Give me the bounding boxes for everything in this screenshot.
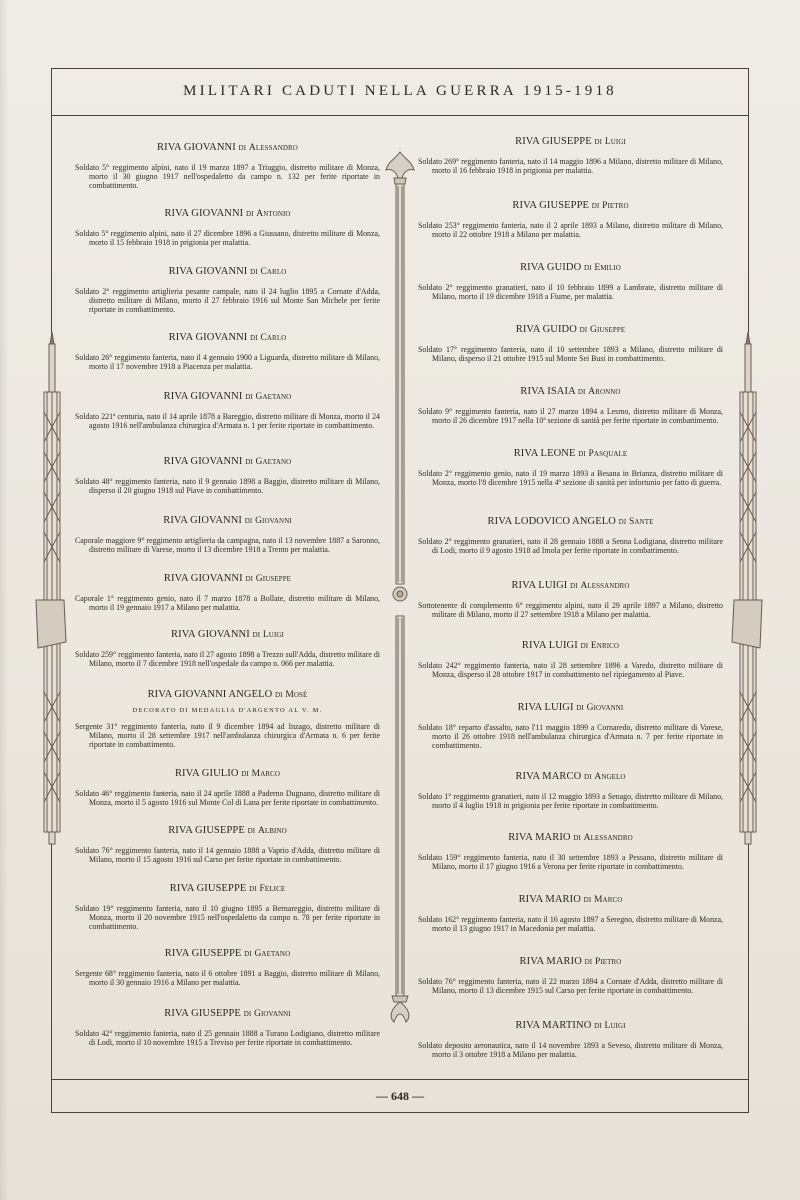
entry-text: Soldato 2° reggimento granatieri, nato il 28 gennaio 1888 a Senna Lodigiana, distretto militare di Lodi, morto il 9 agosto 1918 ad Imola per ferite riportate in combattimento. — [418, 537, 723, 556]
entry-decoration: DECORATO DI MEDAGLIA D'ARGENTO AL V. M. — [132, 707, 323, 714]
entry-left-4 — [75, 332, 380, 371]
entry-name: RIVA GIULIO di Marco — [174, 768, 281, 779]
entry-name: RIVA GIUSEPPE di Felice — [169, 883, 286, 894]
entry-right-5 — [418, 386, 723, 425]
entry-text: Soldato 2° reggimento genio, nato il 19 marzo 1893 a Besana in Brianza, distretto militare di Monza, morto l'8 dicembre 1915 nella 4ª sezione di sanità per infortunio per fatto di guerra. — [418, 469, 723, 488]
title-bar — [51, 68, 749, 116]
entry-name: RIVA LUIGI di Enrico — [521, 640, 620, 651]
entry-name: RIVA GIOVANNI di Gaetano — [163, 456, 292, 467]
entry-text: Soldato 5° reggimento alpini, nato il 19 marzo 1897 a Triuggio, distretto militare di Monza, morto il 30 giugno 1917 nell'ospedaletto da campo n. 132 per ferite riportate in combattimento. — [75, 163, 380, 191]
entry-left-1 — [75, 142, 380, 191]
entry-right-7 — [418, 516, 723, 555]
entry-text: Soldato 76° reggimento fanteria, nato il 22 marzo 1894 a Cornate d'Adda, distretto militare di Milano, morto il 13 dicembre 1915 sul Carso per ferite riportate in combattimento. — [418, 977, 723, 996]
entry-name: RIVA LUIGI di Alessandro — [511, 580, 630, 591]
entry-text: Soldato 19° reggimento fanteria, nato il 10 giugno 1895 a Bernareggio, distretto militare di Monza, morto il 20 novembre 1915 nell'ospedaletto da campo n. 78 per ferite riportate in combattimento. — [75, 904, 380, 932]
entry-right-1 — [418, 136, 723, 175]
entry-name: RIVA GIOVANNI di Antonio — [164, 208, 291, 219]
entry-name: RIVA GIOVANNI di Giuseppe — [163, 573, 292, 584]
entry-left-2 — [75, 208, 380, 247]
entry-text: Soldato 1° reggimento granatieri, nato il 12 maggio 1893 a Senago, distretto militare di Milano, morto il 4 luglio 1918 in prigionia per ferite riportate in combattimento. — [418, 792, 723, 811]
entry-text: Soldato deposito aeronautica, nato il 14 novembre 1893 a Seveso, distretto militare di Monza, morto il 3 ottobre 1918 a Milano per malattia. — [418, 1041, 723, 1060]
entry-left-13 — [75, 883, 380, 932]
entry-text: Sottotenente di complemento 6° reggimento alpini, nato il 29 aprile 1897 a Milano, distretto militare di Milano, morto il 27 settembre 1918 a Milano per malattia. — [418, 601, 723, 620]
entry-name: RIVA GIOVANNI di Carlo — [168, 332, 287, 343]
entry-right-4 — [418, 324, 723, 363]
entry-left-3 — [75, 266, 380, 315]
left-fasces-ornament — [34, 332, 70, 852]
entry-name: RIVA GIUSEPPE di Giovanni — [164, 1008, 291, 1019]
entry-left-11 — [75, 768, 380, 807]
entry-text: Sergente 68° reggimento fanteria, nato il 6 ottobre 1891 a Baggio, distretto militare di Milano, morto il 30 gennaio 1916 a Milano per malattia. — [75, 969, 380, 988]
entry-text: Soldato 42° reggimento fanteria, nato il 25 gennaio 1888 a Turano Lodigiano, distretto militare di Lodi, morto il 10 novembre 1915 a Treviso per ferite riportate in combattimento. — [75, 1029, 380, 1048]
page-edge-shadow — [0, 0, 8, 1200]
entry-left-12 — [75, 825, 380, 864]
entry-right-9 — [418, 640, 723, 679]
entry-text: Soldato 2° reggimento granatieri, nato il 10 febbraio 1899 a Lambrate, distretto militare di Milano, morto il 19 dicembre 1918 a Fiume, per malattia. — [418, 283, 723, 302]
entry-text: Soldato 159° reggimento fanteria, nato il 30 settembre 1893 a Pessano, distretto militare di Milano, morto il 17 giugno 1916 a Verona per ferite riportate in combattimento. — [418, 853, 723, 872]
entry-name: RIVA LODOVICO ANGELO di Sante — [487, 516, 654, 527]
entry-text: Soldato 242° reggimento fanteria, nato il 28 settembre 1896 a Varedo, distretto militare di Monza, disperso il 28 ottobre 1917 in combattimento nel ripiegamento al Piave. — [418, 661, 723, 680]
entry-name: RIVA GIUSEPPE di Luigi — [515, 136, 626, 147]
entry-name: RIVA MARIO di Alessandro — [508, 832, 633, 843]
entry-name: RIVA MARIO di Marco — [518, 894, 623, 905]
right-fasces-ornament — [730, 332, 766, 852]
entry-text: Sergente 31° reggimento fanteria, nato il 9 dicembre 1894 ad Inzago, distretto militare di Milano, morto il 28 settembre 1917 nell'ambulanza chirurgica d'Armata n. 6 per ferite riportate in combattimento. — [75, 722, 380, 750]
entry-text: Soldato 18° reparto d'assalto, nato l'11 maggio 1899 a Cornaredo, distretto militare di Varese, morto il 26 ottobre 1918 nell'ambulanza chirurgica d'Armata n. 7 per ferite riportate in combattimento. — [418, 723, 723, 751]
entry-text: Soldato 9° reggimento fanteria, nato il 27 marzo 1894 a Lesmo, distretto militare di Monza, morto il 26 dicembre 1917 nella 10ª sezione di sanità per ferite riportate in combattimento. — [418, 407, 723, 426]
entry-left-10 — [75, 689, 380, 750]
entry-name: RIVA GIOVANNI di Alessandro — [157, 142, 298, 153]
entry-right-8 — [418, 580, 723, 619]
entry-right-15 — [418, 1020, 723, 1059]
entry-text: Soldato 26° reggimento fanteria, nato il 4 gennaio 1900 a Liguarda, distretto militare di Milano, morto il 17 novembre 1918 a Piacenza per malattia. — [75, 353, 380, 372]
entry-text: Soldato 48° reggimento fanteria, nato il 9 gennaio 1898 a Baggio, distretto militare di Milano, disperso il 20 giugno 1918 sul Piave in combattimento. — [75, 477, 380, 496]
entry-name: RIVA LEONE di Pasquale — [513, 448, 628, 459]
entry-name: RIVA ISAIA di Aronno — [520, 386, 621, 397]
entry-name: RIVA GIUSEPPE di Albino — [168, 825, 287, 836]
entry-left-8 — [75, 573, 380, 612]
entry-left-5 — [75, 391, 380, 430]
entry-text: Caporale maggiore 9° reggimento artiglieria da campagna, nato il 13 novembre 1887 a Saronno, distretto militare di Varese, morto il 13 dicembre 1918 a Trento per malattia. — [75, 536, 380, 555]
page-number: — 648 — — [376, 1089, 424, 1103]
entry-name: RIVA LUIGI di Giovanni — [517, 702, 624, 713]
entry-name: RIVA GIOVANNI di Luigi — [171, 629, 284, 640]
entry-left-9 — [75, 629, 380, 668]
entry-text: Soldato 269° reggimento fanteria, nato il 14 maggio 1896 a Milano, distretto militare di Milano, morto il 16 febbraio 1918 in prigionia per malattia. — [418, 157, 723, 176]
entry-text: Soldato 5° reggimento alpini, nato il 27 dicembre 1896 a Giussano, distretto militare di Monza, morto il 15 febbraio 1918 in prigionia per malattia. — [75, 229, 380, 248]
entry-right-14 — [418, 956, 723, 995]
entry-text: Caporale 1° reggimento genio, nato il 7 marzo 1878 a Bollate, distretto militare di Milano, morto il 19 gennaio 1917 a Milano per malattia. — [75, 594, 380, 613]
entry-name: RIVA GIOVANNI di Gaetano — [163, 391, 292, 402]
entry-text: Soldato 17° reggimento fanteria, nato il 10 settembre 1893 a Milano, distretto militare di Milano, disperso il 21 ottobre 1915 sul Monte Sei Busi in combattimento. — [418, 345, 723, 364]
entry-name: RIVA GUIDO di Emilio — [520, 262, 621, 273]
entry-text: Soldato 46° reggimento fanteria, nato il 24 aprile 1888 a Paderno Dugnano, distretto militare di Monza, morto il 5 agosto 1916 sul Monte Col di Lana per ferite riportate in combattimento. — [75, 789, 380, 808]
entry-name: RIVA GIUSEPPE di Pietro — [512, 200, 629, 211]
entry-text: Soldato 76° reggimento fanteria, nato il 14 gennaio 1888 a Vaprio d'Adda, distretto militare di Milano, morto il 15 agosto 1916 sul Carso per ferite riportate in combattimento. — [75, 846, 380, 865]
entry-text: Soldato 253° reggimento fanteria, nato il 2 aprile 1893 a Milano, distretto militare di Milano, morto il 22 ottobre 1918 a Milano per malattia. — [418, 221, 723, 240]
entry-name: RIVA GIOVANNI di Carlo — [168, 266, 287, 277]
page-title: MILITARI CADUTI NELLA GUERRA 1915-1918 — [183, 83, 617, 99]
entry-name: RIVA GUIDO di Giuseppe — [515, 324, 626, 335]
entry-right-3 — [418, 262, 723, 301]
entry-right-6 — [418, 448, 723, 487]
entry-name: RIVA MARIO di Pietro — [519, 956, 622, 967]
footer-rule — [51, 1079, 749, 1080]
entry-left-15 — [75, 1008, 380, 1047]
entry-right-2 — [418, 200, 723, 239]
entry-text: Soldato 2° reggimento artiglieria pesante campale, nato il 24 luglio 1895 a Cornate d'Adda, distretto militare di Milano, morto il 27 febbraio 1916 sul Monte San Michele per ferite riportate in combattimento. — [75, 287, 380, 315]
entry-left-14 — [75, 948, 380, 987]
entry-name: RIVA MARTINO di Luigi — [515, 1020, 626, 1031]
entry-text: Soldato 162° reggimento fanteria, nato il 16 agosto 1897 a Seregno, distretto militare di Monza, morto il 13 giugno 1917 in Macedonia per malattia. — [418, 915, 723, 934]
entry-name: RIVA GIOVANNI ANGELO di Mosè — [147, 689, 308, 700]
entry-right-10 — [418, 702, 723, 751]
entry-right-11 — [418, 771, 723, 810]
entry-name: RIVA GIUSEPPE di Gaetano — [164, 948, 291, 959]
entry-name: RIVA GIOVANNI di Giovanni — [163, 515, 292, 526]
entry-text: Soldato 221ª centuria, nato il 14 aprile 1878 a Bareggio, distretto militare di Monza, morto il 24 agosto 1916 nell'ambulanza chirurgica d'Armata n. 1 per ferite riportate in combattimento. — [75, 412, 380, 431]
entry-name: RIVA MARCO di Angelo — [515, 771, 626, 782]
entry-left-6 — [75, 456, 380, 495]
entry-text: Soldato 259° reggimento fanteria, nato il 27 agosto 1898 a Trezzo sull'Adda, distretto militare di Milano, morto il 7 dicembre 1918 nell'ospedale da campo n. 066 per malattia. — [75, 650, 380, 669]
entry-left-7 — [75, 515, 380, 554]
central-column-ornament — [384, 150, 416, 1030]
entry-right-12 — [418, 832, 723, 871]
entry-right-13 — [418, 894, 723, 933]
